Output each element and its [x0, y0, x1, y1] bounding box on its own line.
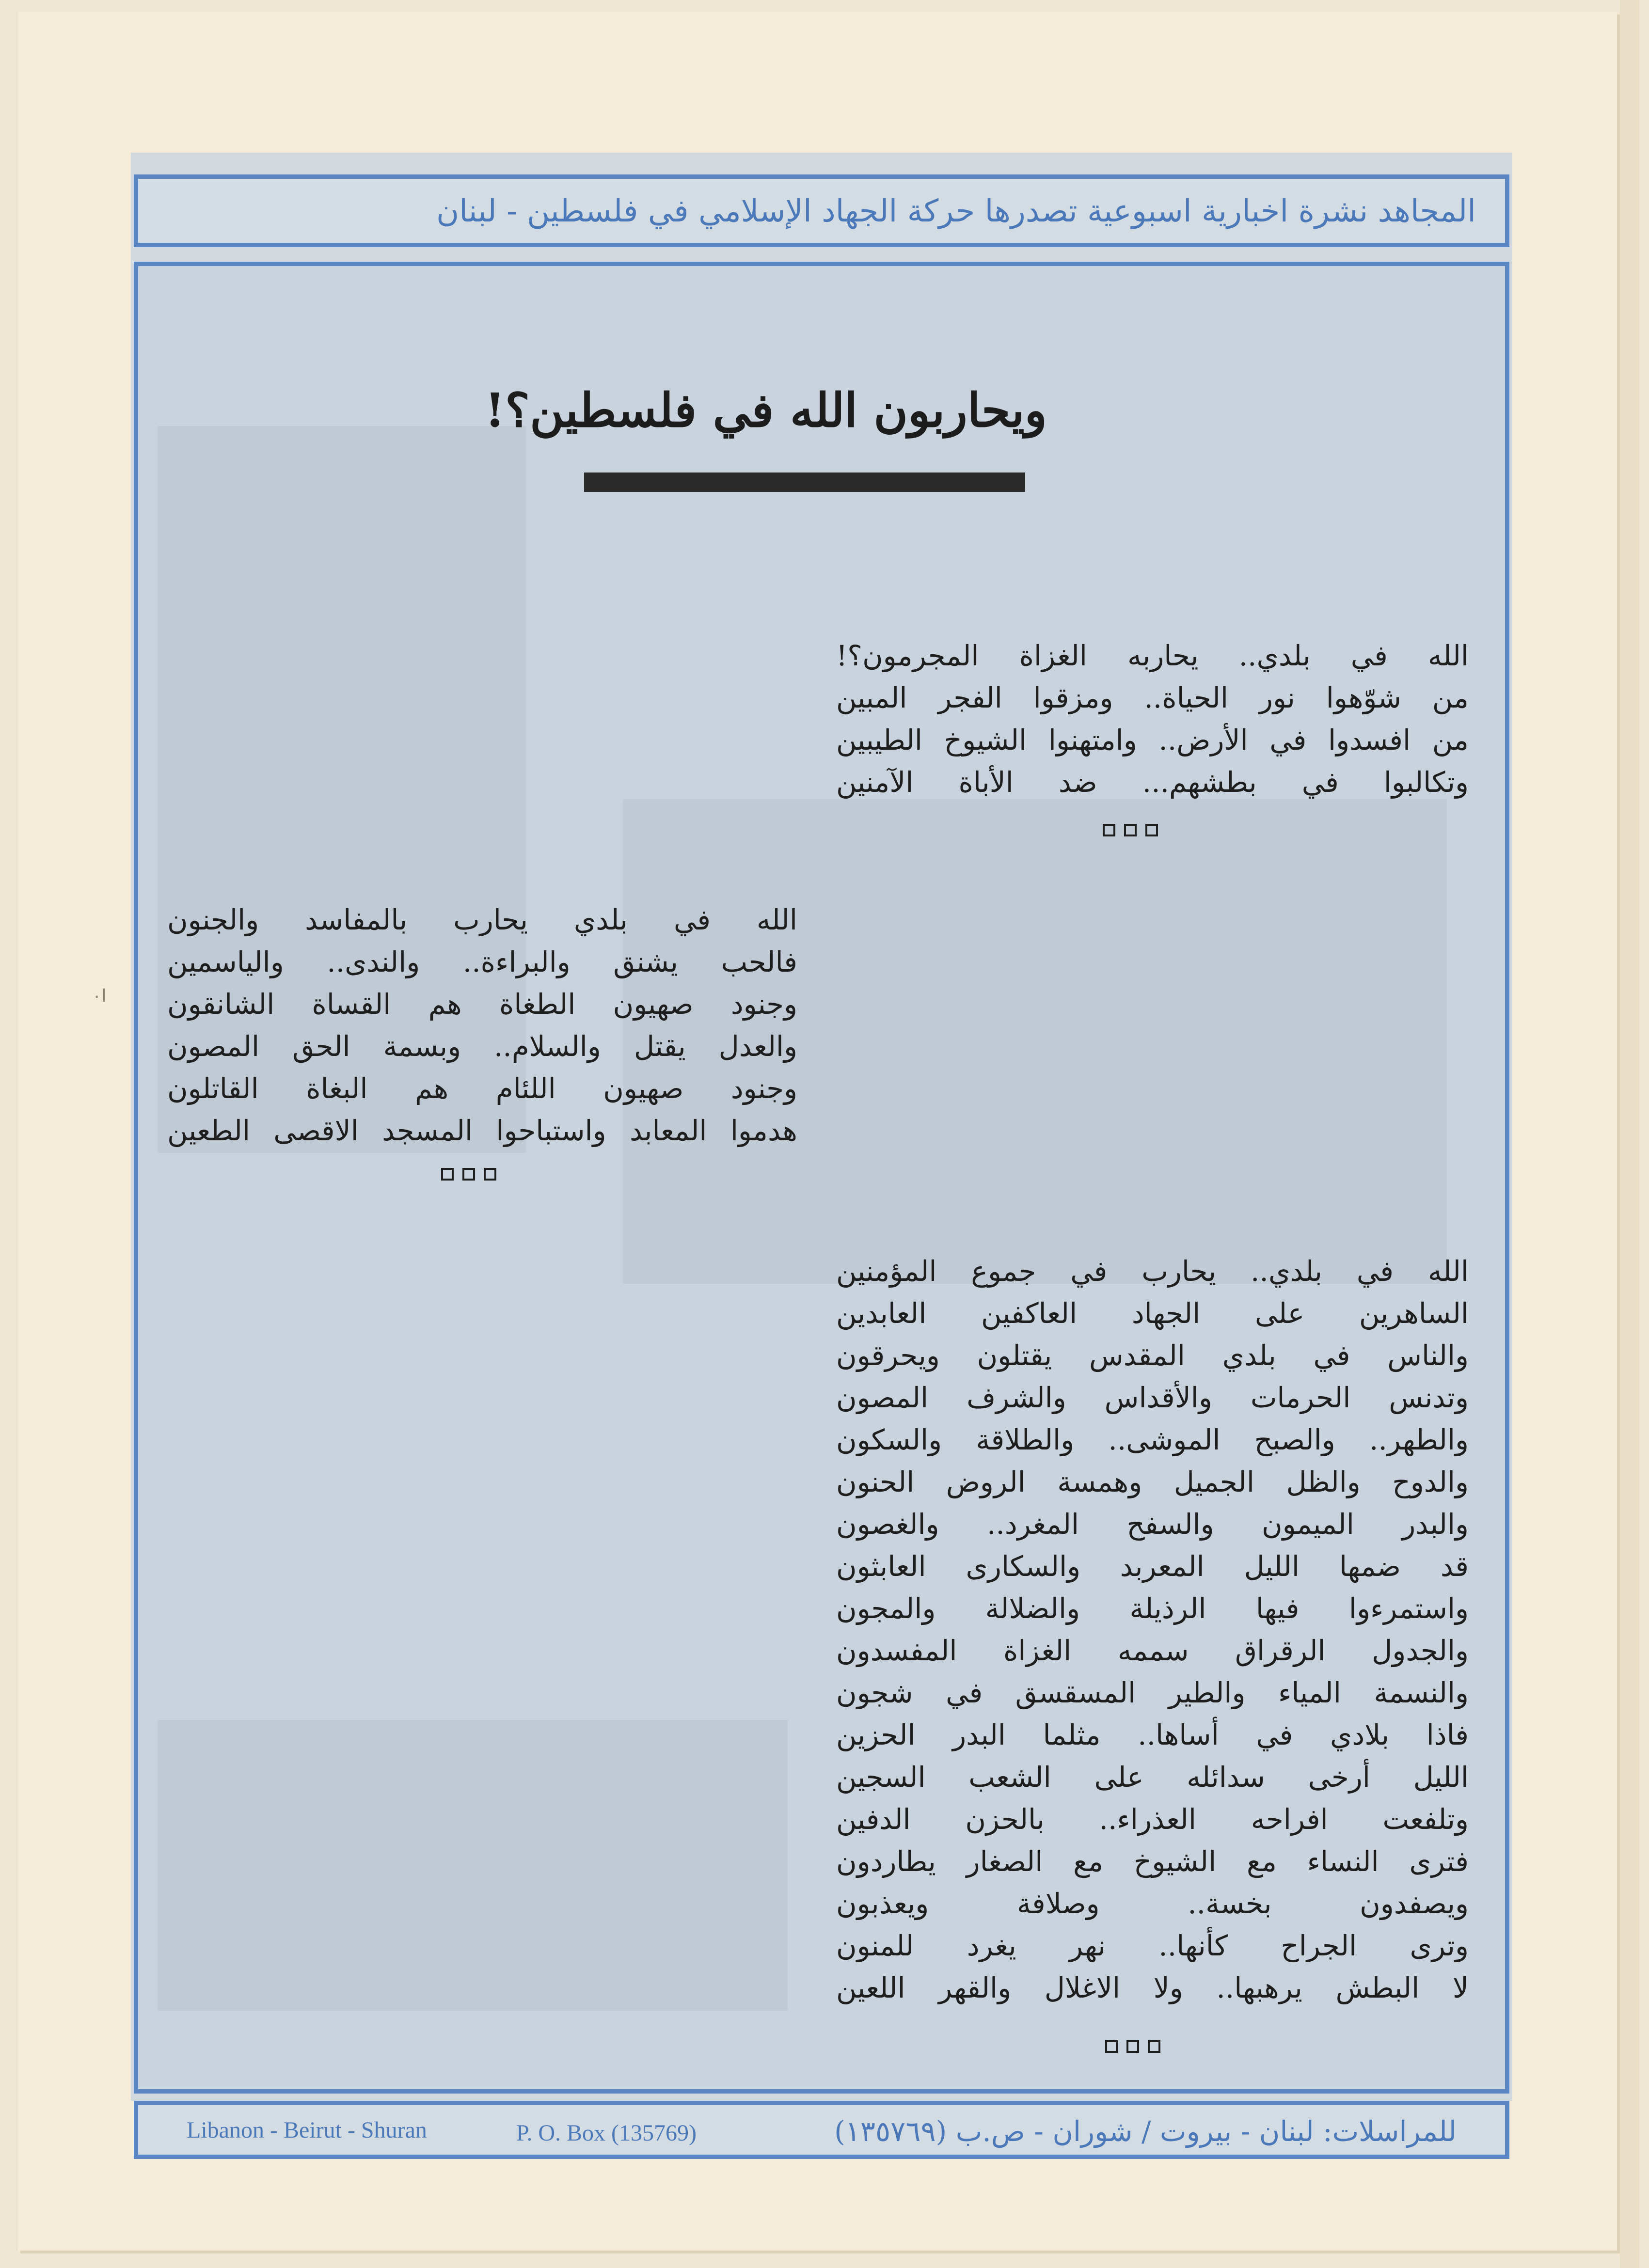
verse-line: والبدر الميمون والسفح المغرد.. والغصون — [836, 1508, 1469, 1541]
verse-line: والنسمة المياء والطير المسقسق في شجون — [836, 1676, 1469, 1709]
show-through-shadow — [158, 1720, 788, 2011]
stanza-2 — [167, 899, 797, 1152]
verse-line: وترى الجراح كأنها.. نهر يغرد للمنون — [836, 1929, 1469, 1962]
footer-location-latin: Libanon - Beirut - Shuran — [187, 2117, 427, 2143]
verse-line: قد ضمها الليل المعربد والسكارى العابثون — [836, 1550, 1469, 1583]
masthead-text: المجاهد نشرة اخبارية اسبوعية تصدرها حركة الجهاد الإسلامي في فلسطين - لبنان — [436, 193, 1476, 229]
verse-line: وجنود صهيون الطغاة هم القساة الشانقون — [167, 988, 797, 1021]
verse-line: وتكالبوا في بطشهم... ضد الأباة الآمنين — [836, 766, 1469, 799]
verse-line: الله في بلدي.. يحاربه الغزاة المجرمون؟! — [836, 639, 1469, 672]
verse-line: الله في بلدي يحارب بالمفاسد والجنون — [167, 903, 797, 936]
masthead — [134, 174, 1509, 247]
separator-square — [1105, 2040, 1118, 2053]
title-underline-bar — [584, 472, 1025, 492]
verse-line: من شوّهوا نور الحياة.. ومزقوا الفجر المبين — [836, 681, 1469, 714]
verse-line: فالحب يشنق والبراءة.. والندى.. والياسمين — [167, 945, 797, 978]
stanza-3 — [836, 1250, 1469, 2009]
separator-square — [1126, 2040, 1139, 2053]
verse-line: والعدل يقتل والسلام.. وبسمة الحق المصون — [167, 1030, 797, 1063]
separator-square — [484, 1168, 496, 1181]
verse-line: من افسدوا في الأرض.. وامتهنوا الشيوخ الطيبين — [836, 724, 1469, 756]
footer-address-arabic: للمراسلات: لبنان - بيروت / شوران - ص.ب (١٣٥٧٦٩) — [834, 2115, 1457, 2148]
stanza-separator — [1105, 2040, 1160, 2053]
separator-square — [1103, 824, 1115, 836]
verse-line: والناس في بلدي المقدس يقتلون ويحرقون — [836, 1339, 1469, 1372]
verse-line: الليل أرخى سدائله على الشعب السجين — [836, 1761, 1469, 1794]
separator-square — [462, 1168, 475, 1181]
verse-line: الله في بلدي.. يحارب في جموع المؤمنين — [836, 1255, 1469, 1288]
verse-line: والدوح والظل الجميل وهمسة الروض الحنون — [836, 1465, 1469, 1498]
stanza-separator — [441, 1168, 496, 1181]
verse-line: والجدول الرقراق سممه الغزاة المفسدون — [836, 1634, 1469, 1667]
margin-pencil-mark: ا۰ — [92, 986, 107, 1006]
verse-line: وجنود صهيون اللئام هم البغاة القاتلون — [167, 1072, 797, 1105]
separator-square — [1148, 2040, 1160, 2053]
verse-line: لا البطش يرهبها.. ولا الاغلال والقهر اللعين — [836, 1971, 1469, 2004]
separator-square — [1145, 824, 1158, 836]
stanza-1 — [836, 635, 1469, 803]
article-title: ويحاربون الله في فلسطين؟! — [484, 383, 1047, 438]
separator-square — [1124, 824, 1137, 836]
stanza-separator — [1103, 824, 1158, 836]
verse-line: وتلفعت افراحه العذراء.. بالحزن الدفين — [836, 1803, 1469, 1836]
verse-line: ويصفدون بخسة.. وصلافة ويعذبون — [836, 1887, 1469, 1920]
verse-line: واستمرءوا فيها الرذيلة والضلالة والمجون — [836, 1592, 1469, 1625]
footer-pobox-latin: P. O. Box (135769) — [516, 2120, 697, 2146]
footer-address-bar — [134, 2101, 1509, 2159]
verse-line: الساهرين على الجهاد العاكفين العابدين — [836, 1297, 1469, 1330]
verse-line: وتدنس الحرمات والأقداس والشرف المصون — [836, 1381, 1469, 1414]
verse-line: والطهر.. والصبح الموشى.. والطلاقة والسكون — [836, 1423, 1469, 1456]
verse-line: هدموا المعابد واستباحوا المسجد الاقصى الطعين — [167, 1114, 797, 1147]
paper-edge — [1620, 0, 1639, 2268]
verse-line: فاذا بلادي في أساها.. مثلما البدر الحزين — [836, 1718, 1469, 1751]
separator-square — [441, 1168, 454, 1181]
verse-line: فترى النساء مع الشيوخ مع الصغار يطاردون — [836, 1845, 1469, 1878]
